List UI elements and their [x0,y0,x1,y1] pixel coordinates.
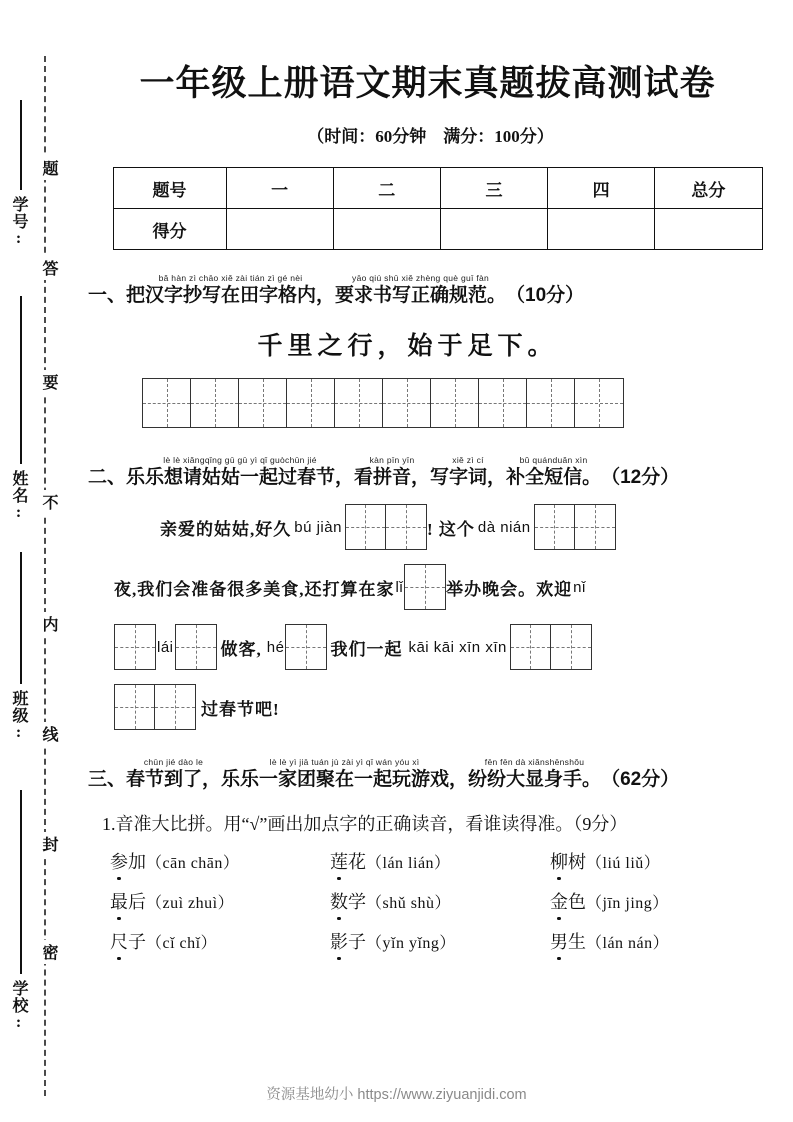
tianzige-strip-answer[interactable] [285,624,327,670]
ruby-pinyin: kàn pīn yīn [369,455,415,465]
word-rest: 后 [128,892,146,912]
tianzige-strip-answer[interactable] [114,684,196,730]
tianzige-strip[interactable] [142,378,624,428]
ruby-group-1-0 [126,272,335,308]
tianzige-cell[interactable] [383,379,431,427]
tianzige-strip-answer[interactable] [534,504,616,550]
exam-sheet [82,0,793,1122]
ruby-text: 乐乐想请姑姑一起过春节， [126,467,355,488]
tianzige-cell[interactable] [551,625,591,669]
letter-text: ! 这个 [426,519,475,539]
section-points-1: （10分） [506,285,585,306]
tianzige-cell[interactable] [405,565,445,609]
pinyin-options[interactable]: （jīn jing） [586,895,669,912]
word-rest: 生 [568,932,586,952]
tianzige-strip-answer[interactable] [114,624,156,670]
letter-line-4 [114,684,793,730]
pinyin-choice-grid [110,848,770,954]
ruby-group-2-2 [430,454,506,490]
seal-rule-student-id [20,100,22,190]
list-item[interactable] [110,848,330,874]
letter-pinyin: bú jiàn [294,518,342,536]
word-rest: 色 [568,892,586,912]
letter-text: 亲爱的姑姑,好久 [160,519,292,539]
seal-char-7: 密 [30,940,60,964]
ruby-group-2-1 [354,454,430,490]
tianzige-grid-copy[interactable] [142,378,793,428]
score-cell-1[interactable] [226,209,333,250]
dotted-char: 金 [550,888,568,914]
ruby-text: 春节到了， [126,769,222,790]
ruby-group-2-3 [506,454,601,490]
list-item[interactable] [110,928,330,954]
word-rest: 花 [348,852,366,872]
tianzige-cell[interactable] [115,625,155,669]
section-index-1: 一、 [88,285,127,306]
tianzige-cell[interactable] [191,379,239,427]
tianzige-cell[interactable] [511,625,551,669]
ruby-pinyin: bǔ quánduǎn xìn [519,455,588,465]
ruby-pinyin: fēn fēn dà xiǎnshēnshǒu [484,757,585,767]
list-item[interactable] [550,928,770,954]
tianzige-cell[interactable] [176,625,216,669]
list-item[interactable] [330,888,550,914]
tianzige-cell[interactable] [535,505,575,549]
seal-char-6: 封 [30,832,60,856]
dotted-char: 影 [330,928,348,954]
sub-question-1-text: 音准大比拼。用“√”画出加点字的正确读音，看谁读得准。（9分） [115,814,628,834]
tianzige-cell[interactable] [479,379,527,427]
ruby-pinyin: xiě zì cí [452,455,484,465]
letter-line-3 [114,624,793,670]
score-table-col-1: 一 [226,168,333,209]
seal-field-class: 班级: [10,690,27,742]
ruby-text: 纷纷大显身手。 [468,769,602,790]
section-heading-1 [88,272,793,308]
ruby-pinyin: bǎ hàn zì chāo xiě zài tián zì gé nèi [158,273,303,283]
dotted-char: 男 [550,928,568,954]
seal-char-0: 题 [30,156,60,180]
word-rest: 学 [348,892,366,912]
tianzige-strip-answer[interactable] [510,624,592,670]
copy-sentence: 千里之行，始于足下。 [257,333,558,360]
score-cell-4[interactable] [548,209,655,250]
list-item[interactable] [110,888,330,914]
pinyin-choice-row [110,848,770,874]
letter-text: 举办晚会。欢迎 [446,579,573,599]
seal-char-3: 不 [30,490,60,514]
pinyin-choice-row [110,888,770,914]
tianzige-strip-answer[interactable] [345,504,427,550]
letter-line-2 [114,564,793,610]
ruby-text: 补全短信。 [506,467,602,488]
word-rest: 加 [128,852,146,872]
ruby-text: 乐乐一家团聚在一起玩游戏， [221,769,469,790]
pinyin-options[interactable]: （shǔ shù） [366,895,451,912]
pinyin-choice-row [110,928,770,954]
letter-pinyin: dà nián [477,518,531,536]
dotted-char: 尺 [110,928,128,954]
ruby-group-3-2 [468,756,601,792]
word-rest: 树 [568,852,586,872]
ruby-text: 写字词， [430,467,507,488]
tianzige-cell[interactable] [286,625,326,669]
table-row-score [113,209,762,250]
score-table-score-label: 得分 [113,209,226,250]
section-index-2: 二、 [88,467,127,488]
dotted-char: 参 [110,848,128,874]
tianzige-cell[interactable] [239,379,287,427]
list-item[interactable] [330,848,550,874]
ruby-group-3-1 [221,756,468,792]
list-item[interactable] [330,928,550,954]
tianzige-cell[interactable] [155,685,195,729]
seal-sidebar [0,0,82,1122]
sub-question-1-prompt [102,810,793,836]
section-heading-3 [88,756,793,792]
score-table-col-2: 二 [333,168,440,209]
list-item[interactable] [550,888,770,914]
seal-field-name: 姓名: [10,470,27,522]
letter-pinyin: kāi kāi xīn xīn [408,638,507,656]
seal-char-4: 内 [30,612,60,636]
ruby-pinyin: yāo qiú shū xiě zhèng què guī fàn [352,273,490,283]
score-table-col-4: 四 [548,168,655,209]
letter-text: 过春节吧! [201,699,280,719]
pinyin-options[interactable]: （lán nán） [586,935,670,952]
letter-pinyin: hé [266,638,285,656]
tianzige-cell[interactable] [527,379,575,427]
word-rest: 子 [348,932,366,952]
score-table-col-total: 总分 [655,168,762,209]
score-cell-total[interactable] [655,209,762,250]
seal-rule-school [20,790,22,974]
score-table-header-label: 题号 [113,168,226,209]
dotted-char: 柳 [550,848,568,874]
tianzige-strip-answer[interactable] [175,624,217,670]
pinyin-options[interactable]: （cān chān） [146,855,240,872]
tianzige-cell[interactable] [143,379,191,427]
score-table [113,167,763,250]
tianzige-cell[interactable] [386,505,426,549]
section-heading-2 [88,454,793,490]
pinyin-options[interactable]: （cǐ chǐ） [146,935,218,952]
seal-char-2: 要 [30,370,60,394]
letter-pinyin: lái [157,638,174,656]
ruby-pinyin: lè lè yì jiā tuán jù zài yì qǐ wán yóu xì [269,757,420,767]
tianzige-cell[interactable] [575,379,623,427]
ruby-text: 要求书写正确规范。 [335,285,507,306]
ruby-group-3-0 [126,756,221,792]
page-title: 一年级上册语文期末真题拔高测试卷 [139,64,716,103]
tianzige-cell[interactable] [346,505,386,549]
ruby-text: 把汉字抄写在田字格内， [126,285,336,306]
dotted-char: 莲 [330,848,348,874]
seal-char-5: 线 [30,722,60,746]
sub-question-1-number: 1. [102,814,116,834]
word-rest: 子 [128,932,146,952]
score-cell-2[interactable] [333,209,440,250]
tianzige-cell[interactable] [335,379,383,427]
letter-text: 夜,我们会准备很多美食,还打算在家 [114,579,395,599]
letter-pinyin: nǐ [573,578,586,596]
seal-field-school: 学校: [10,980,27,1032]
pinyin-options[interactable]: （lán lián） [366,855,451,872]
ruby-text: 看拼音， [354,467,431,488]
dotted-char: 数 [330,888,348,914]
letter-text: 做客, [220,639,262,659]
tianzige-cell[interactable] [287,379,335,427]
tianzige-strip-answer[interactable] [404,564,446,610]
footer-credit: 资源基地幼小 https://www.ziyuanjidi.com [266,1087,527,1103]
table-row-header [113,168,762,209]
section-points-2: （12分） [601,467,680,488]
pinyin-options[interactable]: （zuì zhuì） [146,895,235,912]
ruby-group-1-1 [335,272,506,308]
dotted-char: 最 [110,888,128,914]
seal-field-student-id: 学号: [10,196,27,248]
seal-rule-name [20,296,22,464]
letter-pinyin: lǐ [395,578,404,596]
pinyin-options[interactable]: （liú liǔ） [586,855,661,872]
score-table-col-3: 三 [440,168,547,209]
list-item[interactable] [550,848,770,874]
score-cell-3[interactable] [440,209,547,250]
pinyin-options[interactable]: （yǐn yǐng） [366,935,456,952]
ruby-group-2-0 [126,454,354,490]
exam-meta-subtitle: （时间：60分钟 满分：100分） [307,127,554,146]
section-index-3: 三、 [88,769,127,790]
ruby-pinyin: lè lè xiǎngqǐng gū gū yì qǐ guòchūn jié [163,455,317,465]
seal-rule-class [20,552,22,684]
tianzige-cell[interactable] [575,505,615,549]
letter-text: 我们一起 [330,639,403,659]
ruby-pinyin: chūn jié dào le [143,757,204,767]
seal-char-1: 答 [30,256,60,280]
section-points-3: （62分） [601,769,680,790]
tianzige-cell[interactable] [115,685,155,729]
letter-line-1 [160,504,793,550]
tianzige-cell[interactable] [431,379,479,427]
